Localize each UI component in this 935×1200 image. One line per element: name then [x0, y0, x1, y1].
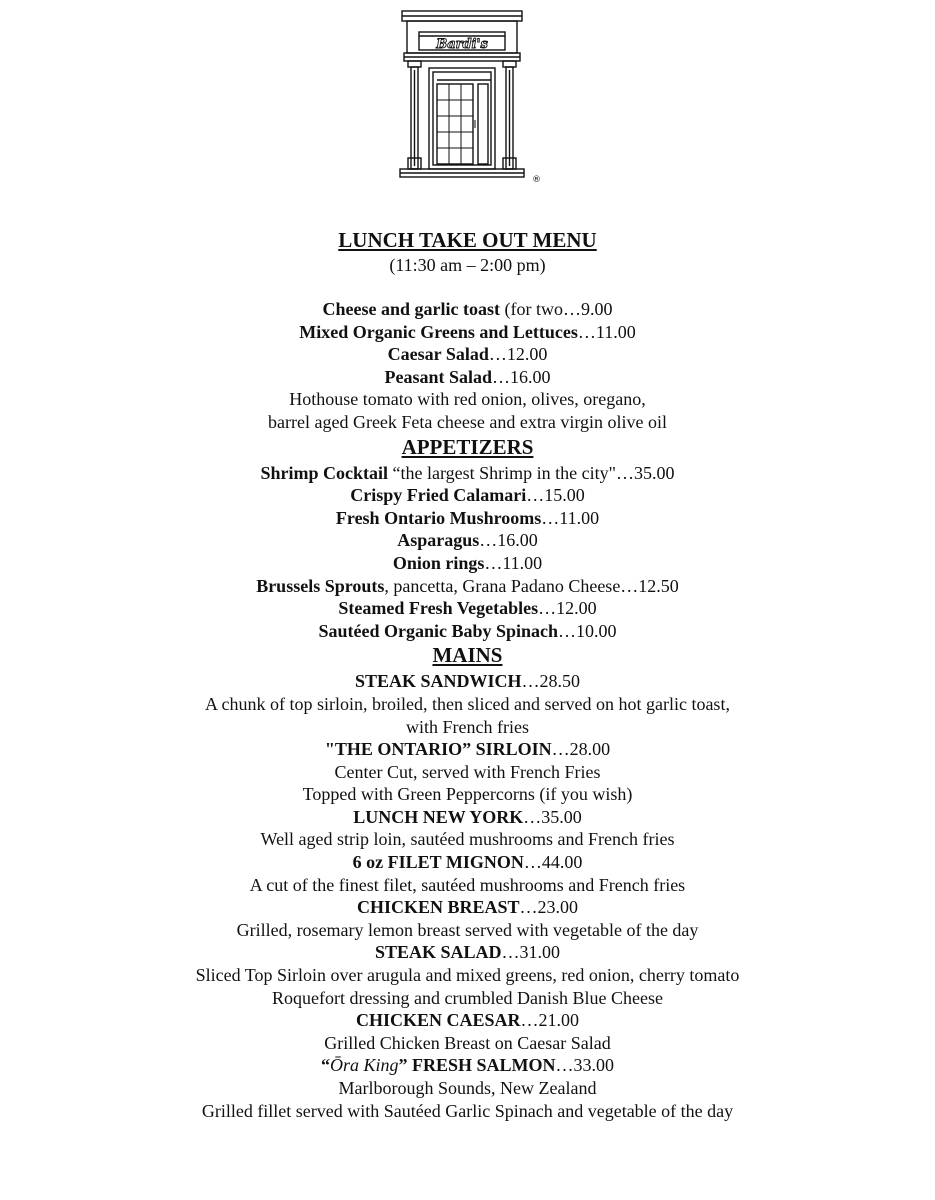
- item-detail: Grilled, rosemary lemon breast served with vegetable of the day: [236, 919, 699, 940]
- menu-line: [0, 941, 935, 964]
- item-name: Brussels Sprouts: [256, 575, 385, 596]
- menu-line: [0, 343, 935, 366]
- menu-hours: (11:30 am – 2:00 pm): [389, 255, 546, 275]
- item-detail: , pancetta, Grana Padano Cheese…12.50: [384, 575, 679, 596]
- item-name: STEAK SANDWICH: [354, 671, 522, 692]
- item-detail: A cut of the finest filet, sautéed mushrooms and French fries: [249, 874, 686, 895]
- menu-line: [0, 919, 935, 942]
- item-name: 6 oz FILET MIGNON: [352, 852, 524, 873]
- item-detail: …31.00: [501, 942, 561, 963]
- item-detail: Center Cut, served with French Fries: [334, 761, 601, 782]
- item-name-quote: “: [320, 1055, 330, 1076]
- item-detail: …10.00: [558, 620, 617, 641]
- item-name: Mixed Organic Greens and Lettuces: [299, 321, 578, 342]
- appetizers-section: [0, 462, 935, 643]
- item-detail: Well aged strip loin, sautéed mushrooms and French fries: [260, 829, 675, 850]
- mains-heading: MAINS: [432, 643, 503, 668]
- menu-line: [0, 298, 935, 321]
- item-name: Sautéed Organic Baby Spinach: [318, 620, 559, 641]
- item-name-italic: Ōra King: [329, 1055, 399, 1076]
- item-detail: …12.00: [538, 598, 597, 619]
- item-name: Asparagus: [397, 530, 480, 551]
- menu-line: [0, 761, 935, 784]
- item-name: Peasant Salad: [384, 366, 493, 387]
- item-detail: Grilled Chicken Breast on Caesar Salad: [324, 1032, 611, 1053]
- mains-section: [0, 670, 935, 1122]
- item-detail: …16.00: [479, 530, 538, 551]
- menu-line: [0, 806, 935, 829]
- menu-title: LUNCH TAKE OUT MENU: [338, 228, 597, 252]
- menu-line: [0, 1032, 935, 1055]
- item-detail: Sliced Top Sirloin over arugula and mixed greens, red onion, cherry tomato: [195, 965, 740, 986]
- salmon-line: [0, 1054, 935, 1077]
- menu-line: [0, 716, 935, 739]
- item-detail: …21.00: [520, 1010, 580, 1031]
- menu-line: [0, 896, 935, 919]
- item-name: Onion rings: [392, 552, 485, 573]
- item-detail: …16.00: [492, 366, 551, 387]
- item-detail: (for two…9.00: [500, 299, 613, 319]
- item-detail: …12.00: [488, 344, 548, 365]
- menu-line: [0, 874, 935, 897]
- item-name: Steamed Fresh Vegetables: [338, 598, 539, 619]
- menu-body: [0, 226, 935, 1122]
- menu-line: [0, 484, 935, 507]
- appetizers-heading: APPETIZERS: [401, 434, 534, 459]
- item-detail: Topped with Green Peppercorns (if you wish): [302, 784, 633, 805]
- item-detail: …28.50: [521, 671, 581, 692]
- menu-line: [0, 738, 935, 761]
- item-name: LUNCH NEW YORK: [353, 806, 524, 827]
- menu-line: [0, 964, 935, 987]
- item-detail: Roquefort dressing and crumbled Danish Blue Cheese: [272, 987, 663, 1008]
- menu-line: [0, 670, 935, 693]
- item-name: CHICKEN BREAST: [356, 897, 520, 918]
- menu-line: [0, 575, 935, 598]
- logo-sign-text: Bardi's: [436, 37, 488, 52]
- item-detail: …11.00: [541, 507, 600, 528]
- item-detail: …11.00: [577, 321, 636, 342]
- item-name: Shrimp Cocktail: [260, 462, 389, 483]
- menu-line: Marlborough Sounds, New Zealand: [338, 1078, 597, 1098]
- menu-line: [0, 783, 935, 806]
- item-detail: …15.00: [526, 485, 585, 506]
- item-name: Caesar Salad: [387, 344, 489, 365]
- item-detail: …44.00: [523, 852, 583, 873]
- item-name: Cheese and garlic toast: [322, 299, 500, 319]
- menu-line: [0, 620, 935, 643]
- item-detail: Hothouse tomato with red onion, olives, oregano,: [289, 389, 646, 410]
- menu-line: [0, 851, 935, 874]
- item-name: Crispy Fried Calamari: [350, 485, 527, 506]
- menu-line: [0, 388, 935, 411]
- item-detail: “the largest Shrimp in the city"…35.00: [388, 462, 675, 483]
- menu-line: [0, 693, 935, 716]
- item-detail: …11.00: [484, 552, 543, 573]
- starters-section: [0, 298, 935, 434]
- item-detail: …28.00: [551, 739, 611, 760]
- item-detail: A chunk of top sirloin, broiled, then sliced and served on hot garlic toast,: [205, 693, 730, 714]
- menu-line: [0, 366, 935, 389]
- menu-line: [0, 552, 935, 575]
- item-name: Fresh Ontario Mushrooms: [335, 507, 542, 528]
- item-name: CHICKEN CAESAR: [355, 1010, 521, 1031]
- menu-line: [0, 529, 935, 552]
- item-detail: barrel aged Greek Feta cheese and extra virgin olive oil: [268, 411, 667, 432]
- menu-line: [0, 597, 935, 620]
- menu-line: [0, 321, 935, 344]
- item-name: STEAK SALAD: [374, 942, 502, 963]
- menu-line: [0, 828, 935, 851]
- menu-line: [0, 411, 935, 434]
- menu-line: [0, 462, 935, 485]
- item-name: ” FRESH SALMON: [398, 1055, 556, 1076]
- menu-line: [0, 987, 935, 1010]
- menu-line: [0, 507, 935, 530]
- item-detail: with French fries: [406, 716, 529, 737]
- storefront-logo: [395, 8, 545, 188]
- item-detail: …33.00: [555, 1055, 615, 1076]
- item-detail: …35.00: [523, 806, 582, 827]
- menu-line: [0, 1009, 935, 1032]
- menu-line: Grilled fillet served with Sautéed Garlic Spinach and vegetable of the day: [201, 1100, 734, 1121]
- item-detail: …23.00: [519, 897, 579, 918]
- item-name: "THE ONTARIO” SIRLOIN: [324, 739, 552, 760]
- storefront-icon: [395, 8, 545, 188]
- registered-mark: ®: [532, 175, 541, 185]
